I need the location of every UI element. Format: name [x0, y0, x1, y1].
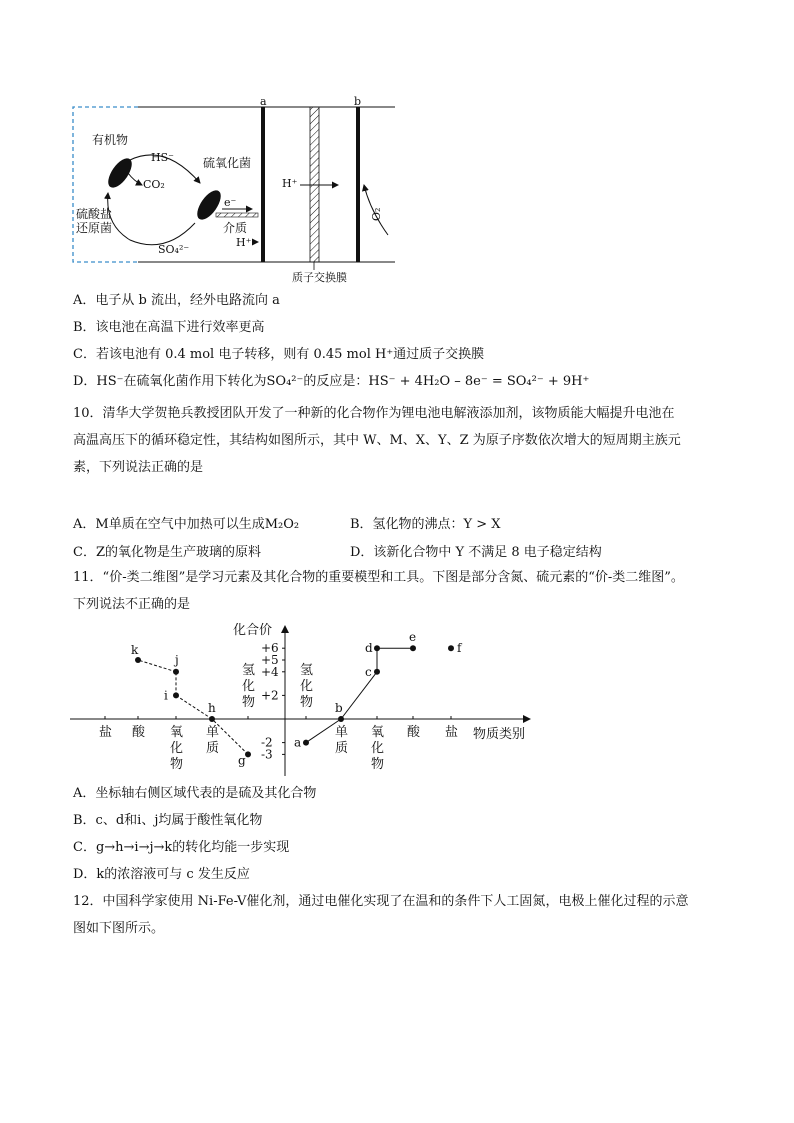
data-point-h — [209, 716, 215, 722]
category-label: 酸 — [407, 725, 421, 740]
data-point-j — [173, 669, 179, 675]
y-tick-label: +6 — [261, 641, 279, 656]
category-label: 质 — [206, 741, 220, 756]
series-line-nitrogen — [176, 695, 212, 719]
category-label: 化 — [170, 741, 184, 756]
q11-option-b: B．c、d和i、j均属于酸性氧化物 — [73, 813, 263, 828]
category-label: 氢 — [300, 663, 314, 678]
data-point-i — [173, 692, 179, 698]
organic-label: 有机物 — [92, 133, 129, 147]
q11-option-a: A．坐标轴右侧区域代表的是硫及其化合物 — [73, 786, 317, 801]
sulfate-reducer-label-2: 还原菌 — [76, 221, 113, 235]
h-plus-mid-label: H⁺ — [282, 177, 298, 190]
series-line-nitrogen — [138, 660, 176, 672]
point-label-h: h — [208, 701, 216, 715]
data-point-d — [374, 645, 380, 651]
medium-label: 介质 — [223, 221, 248, 235]
q11-stem-2: 下列说法不正确的是 — [73, 597, 191, 612]
electrode-a-label: a — [260, 95, 267, 108]
category-label: 物 — [242, 695, 256, 710]
data-point-a — [303, 740, 309, 746]
data-point-g — [245, 751, 251, 757]
q10-option-c: C．Z的氧化物是生产玻璃的原料 — [73, 545, 261, 560]
y-tick-label: -3 — [261, 747, 273, 762]
y-tick-label: +2 — [261, 688, 279, 703]
o2-label: O₂ — [370, 207, 383, 221]
point-label-f: f — [457, 641, 462, 656]
data-point-c — [374, 669, 380, 675]
q11-stem-1: 11．“价-类二维图”是学习元素及其化合物的重要模型和工具。下图是部分含氮、硫元素的“价-类二维图”。 — [73, 570, 684, 585]
point-label-j: j — [175, 652, 179, 667]
category-label: 盐 — [445, 725, 459, 740]
h-plus-left-label: H⁺ — [236, 236, 252, 249]
category-label: 质 — [335, 741, 349, 756]
electron-label: e⁻ — [224, 196, 237, 209]
y-tick-label: -2 — [261, 735, 273, 750]
data-point-b — [338, 716, 344, 722]
y-axis-label: 化合价 — [233, 623, 273, 638]
category-label: 物 — [300, 695, 314, 710]
point-label-d: d — [365, 641, 373, 656]
q10-stem-3: 素，下列说法正确的是 — [73, 460, 204, 475]
category-label: 氧 — [170, 725, 184, 740]
co2-label: CO₂ — [143, 178, 165, 191]
y-tick-label: +5 — [261, 653, 279, 667]
data-point-k — [135, 657, 141, 663]
sulfate-reducer-label-1: 硫酸盐 — [76, 207, 113, 221]
x-axis-label: 物质类别 — [473, 727, 526, 742]
q9-option-d: D．HS⁻在硫氧化菌作用下转化为SO₄²⁻的反应是：HS⁻ + 4H₂O – 8e⁻ = SO₄²⁻ + 9H⁺ — [73, 374, 590, 389]
electrode-a — [261, 107, 265, 262]
category-label: 单 — [335, 725, 349, 740]
q9-option-c: C．若该电池有 0.4 mol 电子转移，则有 0.45 mol H⁺通过质子交换膜 — [73, 347, 485, 362]
category-label: 单 — [206, 725, 220, 740]
category-label: 化 — [242, 679, 256, 694]
electrode-b-label: b — [354, 95, 362, 108]
sulfate-reducing-bacteria — [104, 154, 137, 191]
hs-label: HS⁻ — [151, 151, 174, 164]
point-label-i: i — [164, 688, 168, 703]
q11-option-d: D．k的浓溶液可与 c 发生反应 — [73, 867, 250, 882]
point-label-b: b — [335, 701, 343, 715]
q9-option-a: A．电子从 b 流出，经外电路流向 a — [73, 293, 280, 308]
membrane-label: 质子交换膜 — [292, 271, 347, 284]
q10-option-b: B．氢化物的沸点：Y > X — [350, 517, 501, 532]
series-line-sulfur — [341, 672, 377, 719]
category-label: 物 — [170, 757, 184, 772]
q11-option-c: C．g→h→i→j→k的转化均能一步实现 — [73, 840, 290, 855]
q10-option-d: D．该新化合物中 Y 不满足 8 电子稳定结构 — [350, 545, 602, 560]
q10-stem-1: 10．清华大学贺艳兵教授团队开发了一种新的化合物作为锂电池电解液添加剂，该物质能大幅提升电池在 — [73, 406, 675, 421]
category-label: 酸 — [132, 725, 146, 740]
category-label: 氧 — [371, 725, 385, 740]
point-label-e: e — [409, 630, 417, 645]
sulfur-oxidizing-bacteria — [193, 186, 226, 223]
point-label-k: k — [131, 643, 139, 657]
category-label: 物 — [371, 757, 385, 772]
point-label-c: c — [365, 664, 372, 679]
valence-class-chart — [68, 618, 538, 780]
data-point-f — [448, 645, 454, 651]
y-tick-label: +4 — [261, 664, 279, 679]
q12-stem-2: 图如下图所示。 — [73, 921, 165, 936]
data-point-e — [410, 645, 416, 651]
q12-stem-1: 12．中国科学家使用 Ni-Fe-V催化剂，通过电催化实现了在温和的条件下人工固氮，电极上催化过程的示意 — [73, 894, 689, 909]
q9-option-b: B．该电池在高温下进行效率更高 — [73, 320, 265, 335]
category-label: 氢 — [242, 663, 256, 678]
category-label: 化 — [371, 741, 385, 756]
electrode-b — [356, 107, 360, 262]
point-label-g: g — [238, 753, 246, 768]
q10-stem-2: 高温高压下的循环稳定性，其结构如图所示，其中 W、M、X、Y、Z 为原子序数依次增大的短周期主族元 — [73, 433, 681, 448]
sulfate-label: SO₄²⁻ — [158, 243, 190, 256]
point-label-a: a — [294, 735, 302, 750]
sulfur-oxidizer-label: 硫氧化菌 — [203, 156, 252, 170]
category-label: 盐 — [99, 725, 113, 740]
category-label: 化 — [300, 679, 314, 694]
fuel-cell-diagram — [70, 95, 400, 285]
q10-option-a: A．M单质在空气中加热可以生成M₂O₂ — [73, 517, 300, 532]
